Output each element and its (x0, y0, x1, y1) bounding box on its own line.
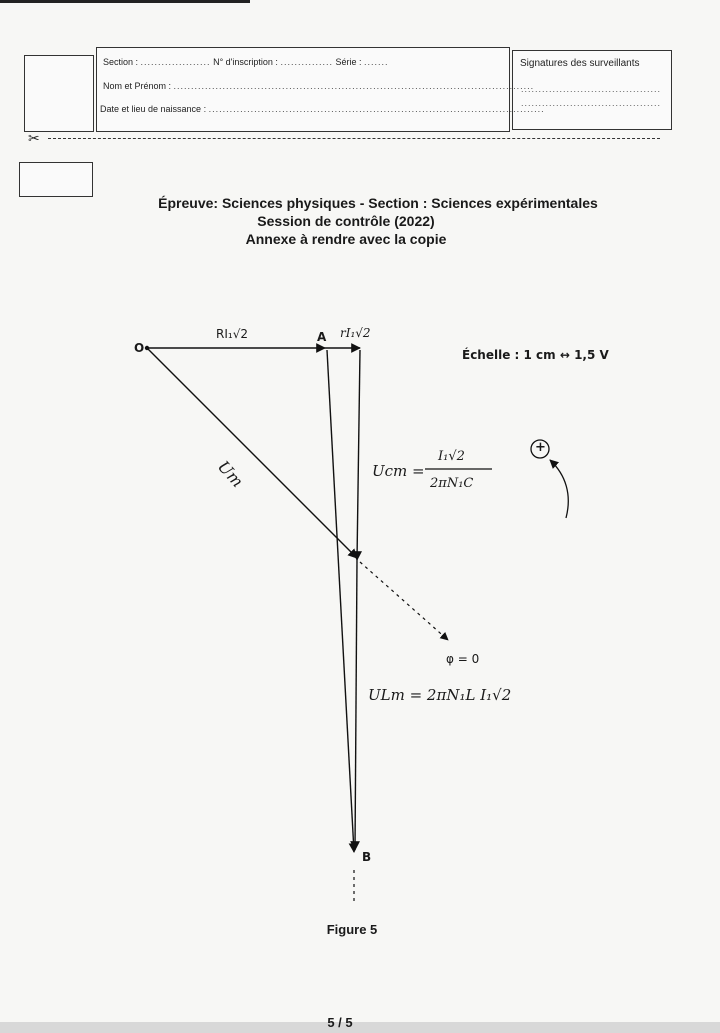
nom-label: Nom et Prénom : (103, 81, 172, 91)
label-o: O (134, 341, 145, 355)
signatures-label: Signatures des surveillants (520, 58, 640, 69)
ucm-denominator: 2πN₁C (430, 476, 474, 491)
label-um: Um (213, 457, 248, 492)
phi-label: φ = 0 (446, 652, 480, 666)
date-dots: ................................................................................................ (208, 104, 545, 114)
ucm-lhs: Ucm = (372, 462, 425, 480)
label-a: A (317, 330, 327, 344)
section-label: Section : (103, 57, 139, 67)
point-o-marker (145, 346, 149, 350)
ulm-label: ULm = 2πN₁L I₁√2 (368, 686, 512, 704)
signature-line-1: ........................................ (521, 84, 662, 94)
annexe-title: Annexe à rendre avec la copie (245, 231, 447, 247)
inscription-label: N° d'inscription : (213, 57, 278, 67)
inscription-dots: ............... (280, 57, 333, 67)
vector-ucm (357, 350, 360, 560)
figure-caption: Figure 5 (326, 922, 378, 937)
label-r-i: rI₁√2 (340, 326, 371, 340)
vector-ulm (327, 350, 354, 852)
serie-label: Série : (335, 57, 362, 67)
label-ri: RI₁√2 (216, 327, 248, 341)
page-number: 5 / 5 (327, 1015, 353, 1030)
vector-um (147, 348, 357, 558)
orientation-arrow (550, 460, 568, 518)
scissors-icon: ✂ (28, 130, 40, 146)
label-b: B (362, 850, 372, 864)
signature-line-2: ........................................ (521, 98, 662, 108)
echelle-label: Échelle : 1 cm ↔ 1,5 V (462, 348, 609, 362)
section-dots: .................... (140, 57, 211, 67)
plus-sign: + (535, 440, 546, 455)
exam-title: Épreuve: Sciences physiques - Section : Sciences expérimentales (158, 195, 598, 211)
date-label: Date et lieu de naissance : (100, 104, 207, 114)
session-title: Session de contrôle (2022) (257, 213, 435, 229)
phi-zero-dashed (360, 562, 448, 640)
ucm-numerator: I₁√2 (438, 449, 465, 464)
nom-dots: ....................................................................................................... (173, 81, 535, 91)
vector-down (355, 560, 357, 850)
serie-dots: ....... (364, 57, 389, 67)
